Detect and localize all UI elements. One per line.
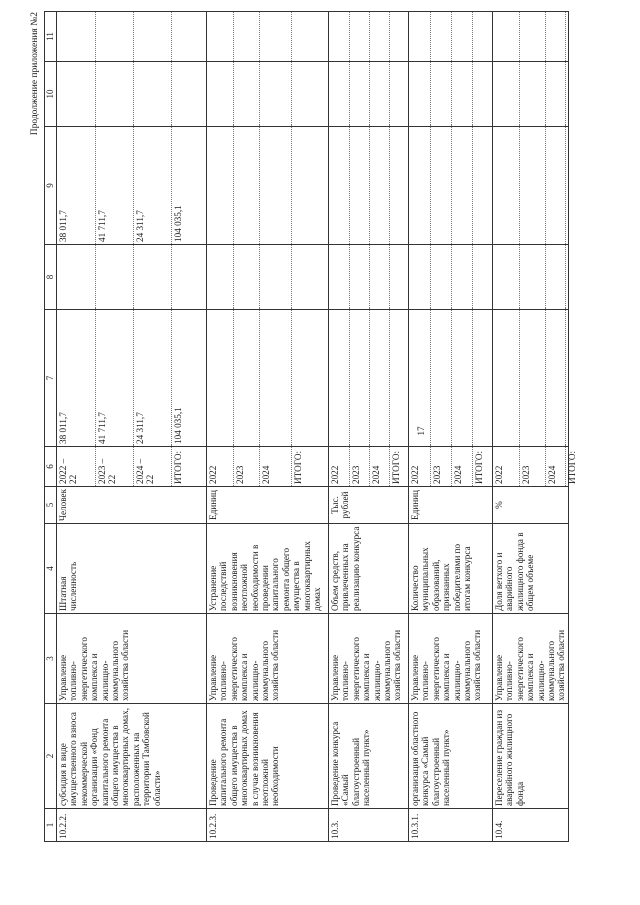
value-cell: 104 035,1	[171, 310, 208, 446]
col-header: 3	[45, 614, 57, 704]
col-header: 11	[45, 12, 57, 62]
row-col7	[207, 310, 329, 447]
row-col9	[409, 127, 493, 245]
row-col11	[409, 12, 493, 62]
row-name: субсидия в виде имущественного взноса некоммерческой организации «Фонд капитального ремонта общего имущества в многоквартирных домах, расположенных на территории Тамбовской области»	[57, 704, 207, 809]
row-unit: %	[493, 487, 569, 524]
row-unit: Единиц	[409, 487, 493, 524]
year-cell: 2022 – 22	[58, 458, 79, 484]
program-table	[44, 11, 577, 842]
row-col7	[57, 310, 207, 447]
row-col8	[57, 245, 207, 310]
row-col7	[409, 310, 493, 447]
row-col8	[207, 245, 329, 310]
row-executor: Управление топливно-энергетического комплекса и жилищно-коммунального хозяйства области	[207, 614, 329, 704]
value-cell: 41 711,7	[95, 127, 134, 244]
row-col10	[57, 62, 207, 127]
row-col9	[57, 127, 207, 245]
year-cell: ИТОГО:	[472, 447, 494, 486]
row-indicator: Доля ветхого и аварийного жилищного фонда в общем объеме	[493, 524, 569, 614]
year-cell: 2024	[545, 447, 566, 486]
row-years	[493, 447, 577, 487]
rotated-table-sheet	[30, 12, 577, 842]
column-number-row	[45, 12, 57, 842]
table-row	[329, 12, 409, 842]
col-header: 7	[45, 310, 57, 447]
year-cell: ИТОГО:	[291, 447, 330, 486]
row-col8	[493, 245, 569, 310]
row-col11	[493, 12, 569, 62]
table-row	[493, 12, 569, 842]
table-row	[57, 12, 207, 842]
value-cell: 38 011,7	[58, 412, 68, 444]
row-number: 10.2.3.	[207, 809, 329, 842]
year-cell: 2023 – 22	[95, 447, 134, 486]
year-cell: 2024	[259, 447, 292, 486]
col-header: 5	[45, 487, 57, 524]
row-executor: Управление топливно-энергетического комплекса и жилищно-коммунального хозяйства области	[57, 614, 207, 704]
year-cell: ИТОГО:	[389, 447, 410, 486]
year-cell: ИТОГО:	[171, 447, 208, 486]
year-cell: 2024	[369, 447, 390, 486]
row-name: Проведение капитального ремонта общего имущества в многоквартирных домах в случае возникновения неотложной необходимости	[207, 704, 329, 809]
row-col10	[207, 62, 329, 127]
row-col8	[409, 245, 493, 310]
value-cell: 41 711,7	[95, 310, 134, 446]
year-cell: 2024	[451, 447, 473, 486]
row-name: организация областного конкурса «Самый благоустроенный населенный пункт»	[409, 704, 493, 809]
row-number: 10.3.	[329, 809, 409, 842]
row-col10	[329, 62, 409, 127]
row-col11	[207, 12, 329, 62]
col-header: 6	[45, 447, 57, 487]
row-col7	[329, 310, 409, 447]
year-cell: ИТОГО:	[565, 447, 588, 486]
year-cell: 2024 – 22	[133, 447, 172, 486]
col-header: 1	[45, 809, 57, 842]
row-col8	[329, 245, 409, 310]
year-cell: 2022	[208, 465, 218, 484]
row-years	[409, 447, 493, 487]
row-col9	[207, 127, 329, 245]
year-cell: 2023	[233, 447, 260, 486]
row-unit: Тыс. рублей	[329, 487, 409, 524]
row-years	[207, 447, 329, 487]
col-header: 4	[45, 524, 57, 614]
year-cell: 2022	[494, 465, 504, 484]
row-col7	[493, 310, 569, 447]
row-col9	[493, 127, 569, 245]
value-cell: 24 311,7	[133, 127, 172, 244]
page-number: 17	[416, 426, 426, 436]
value-cell: 104 035,1	[171, 127, 208, 244]
row-indicator: Количество муниципальных образований, признанных победителями по итогам конкурса	[409, 524, 493, 614]
row-executor: Управление топливно-энергетического комплекса и жилищно-коммунального хозяйства области	[493, 614, 569, 704]
row-indicator: Объем средств, привлеченных на реализацию конкурса	[329, 524, 409, 614]
row-name: Проведение конкурса «Самый благоустроенный населенный пункт»	[329, 704, 409, 809]
year-cell: 2023	[430, 447, 452, 486]
row-years	[329, 447, 409, 487]
year-cell: 2023	[349, 447, 370, 486]
col-header: 8	[45, 245, 57, 310]
year-cell: 2022	[330, 465, 340, 484]
year-cell: 2023	[519, 447, 546, 486]
row-number: 10.3.1.	[409, 809, 493, 842]
row-unit: Человек	[57, 487, 207, 524]
col-header: 2	[45, 704, 57, 809]
row-executor: Управление топливно-энергетического комплекса и жилищно-коммунального хозяйства области	[329, 614, 409, 704]
row-col10	[493, 62, 569, 127]
row-col9	[329, 127, 409, 245]
row-col10	[409, 62, 493, 127]
row-unit: Единиц	[207, 487, 329, 524]
value-cell: 38 011,7	[58, 210, 68, 242]
year-cell: 2022	[410, 465, 420, 484]
row-number: 10.4.	[493, 809, 569, 842]
value-cell: 24 311,7	[133, 310, 172, 446]
table-row	[409, 12, 493, 842]
row-indicator: Штатная численность	[57, 524, 207, 614]
row-col11	[57, 12, 207, 62]
col-header: 9	[45, 127, 57, 245]
row-col11	[329, 12, 409, 62]
row-number: 10.2.2.	[57, 809, 207, 842]
col-header: 10	[45, 62, 57, 127]
row-executor: Управление топливно-энергетического комплекса и жилищно-коммунального хозяйства области	[409, 614, 493, 704]
row-years	[57, 447, 207, 487]
row-indicator: Устранение последствий возникновения неотложной необходимости в проведении капитального ремонта общего имущества в многоквартирных домах	[207, 524, 329, 614]
continuation-note: Продолжение приложения №2	[30, 12, 40, 136]
row-name: Переселение граждан из аварийного жилищного фонда	[493, 704, 569, 809]
table-row	[207, 12, 329, 842]
